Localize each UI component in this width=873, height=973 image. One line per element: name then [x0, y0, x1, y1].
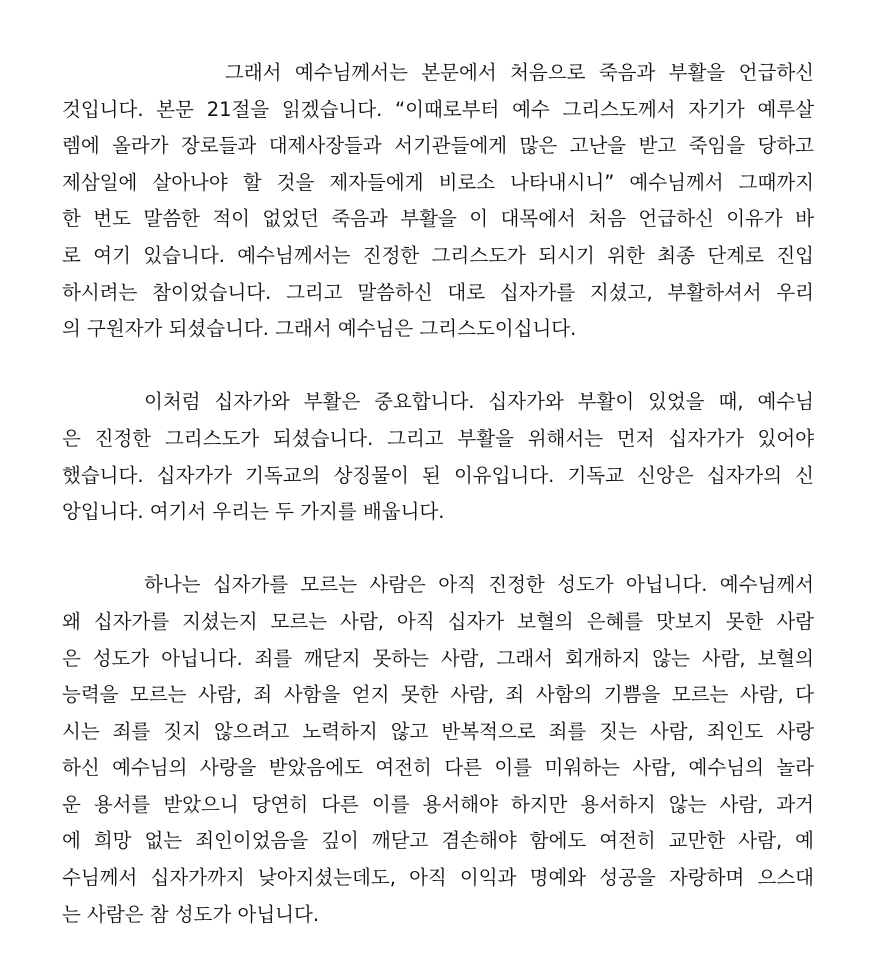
- text-line: 하신 예수님의 사랑을 받았음에도 여전히 다른 이를 미워하는 사람, 예수님의 놀라: [62, 756, 814, 780]
- text-line: 하나는 십자가를 모르는 사람은 아직 진정한 성도가 아닙니다. 예수님께서: [144, 573, 814, 597]
- text-line: 운 용서를 받았으니 당연히 다른 이를 용서해야 하지만 용서하지 않는 사람, 과거: [62, 792, 814, 816]
- text-line: 로 여기 있습니다. 예수님께서는 진정한 그리스도가 되시기 위한 최종 단계로 진입: [62, 243, 814, 267]
- text-line: 하시려는 참이었습니다. 그리고 말씀하신 대로 십자가를 지셨고, 부활하셔서 우리: [62, 280, 814, 304]
- text-line: 것입니다. 본문 21절을 읽겠습니다. “이때로부터 예수 그리스도께서 자기가 예루살: [62, 97, 814, 121]
- text-line: 의 구원자가 되셨습니다. 그래서 예수님은 그리스도이십니다.: [62, 317, 577, 341]
- text-line: 은 진정한 그리스도가 되셨습니다. 그리고 부활을 위해서는 먼저 십자가가 있어야: [62, 426, 814, 450]
- paragraph-3: [62, 567, 814, 933]
- text-line: 에 희망 없는 죄인이었음을 깊이 깨닫고 겸손해야 함에도 여전히 교만한 사람, 예: [62, 829, 814, 853]
- text-line: 왜 십자가를 지셨는지 모르는 사람, 아직 십자가 보혈의 은혜를 맛보지 못한 사람: [62, 609, 814, 633]
- text-line: 시는 죄를 짓지 않으려고 노력하지 않고 반복적으로 죄를 짓는 사람, 죄인도 사랑: [62, 719, 814, 743]
- paragraph-gap: [62, 531, 814, 568]
- text-line: 은 성도가 아닙니다. 죄를 깨닫지 못하는 사람, 그래서 회개하지 않는 사람, 보혈의: [62, 646, 814, 670]
- text-line: 앙입니다. 여기서 우리는 두 가지를 배웁니다.: [62, 500, 445, 524]
- paragraph-gap: [62, 348, 814, 385]
- text-line: 한 번도 말씀한 적이 없었던 죽음과 부활을 이 대목에서 처음 언급하신 이유가 바: [62, 207, 814, 231]
- text-line: 제삼일에 살아나야 할 것을 제자들에게 비로소 나타내시니” 예수님께서 그때까지: [62, 170, 814, 194]
- text-line: 그래서 예수님께서는 본문에서 처음으로 죽음과 부활을 언급하신: [225, 61, 814, 84]
- paragraph-1: [62, 55, 814, 348]
- text-line: 수님께서 십자가까지 낮아지셨는데도, 아직 이익과 명예와 성공을 자랑하며 으스대: [62, 866, 814, 890]
- paragraph-2: [62, 384, 814, 530]
- text-line: 렘에 올라가 장로들과 대제사장들과 서기관들에게 많은 고난을 받고 죽임을 당하고: [62, 134, 814, 158]
- text-line: 이처럼 십자가와 부활은 중요합니다. 십자가와 부활이 있었을 때, 예수님: [144, 390, 814, 414]
- text-line: 는 사람은 참 성도가 아닙니다.: [62, 902, 320, 926]
- text-line: 했습니다. 십자가가 기독교의 상징물이 된 이유입니다. 기독교 신앙은 십자가의 신: [62, 463, 814, 487]
- document-page: [62, 55, 814, 933]
- text-line: 능력을 모르는 사람, 죄 사함을 얻지 못한 사람, 죄 사함의 기쁨을 모르는 사람, 다: [62, 683, 814, 707]
